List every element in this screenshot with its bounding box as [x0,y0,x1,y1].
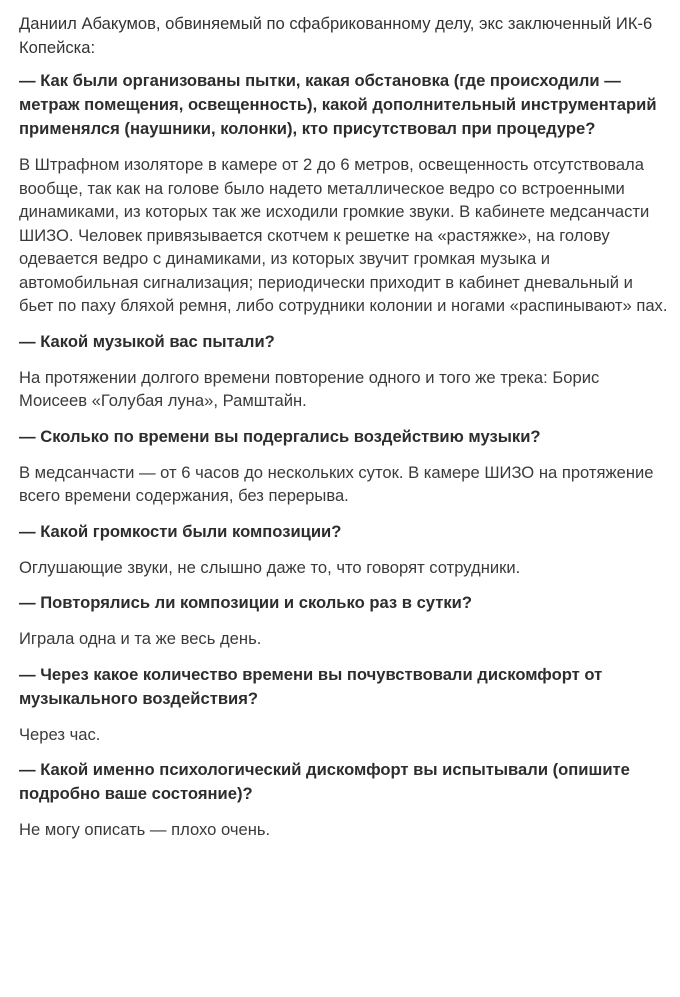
answer-text: Играла одна и та же весь день. [19,629,262,648]
answer-text: На протяжении долгого времени повторение одного и того же трека: Борис Моисеев «Голубая луна», Рамштайн. [19,367,600,410]
answer-text: Через час. [19,724,101,744]
qa-item [19,520,671,580]
question-text: — Сколько по времени вы подергались воздействию музыки? [19,426,541,446]
question-text: — Повторялись ли композиции и сколько раз в сутки? [19,593,472,612]
question-text: — Какой громкости были композиции? [19,521,342,541]
question-text: — Как были организованы пытки, какая обстановка (где происходили — метраж помещения, освещенность), какой дополнительный инструментарий применялся (наушники, колонки), кто присутствовал при процедуре? [19,71,657,138]
qa-item [19,425,671,508]
answer-text: В Штрафном изоляторе в камере от 2 до 6 метров, освещенность отсутствовала вообще, так как на голове было надето металлическое ведро со встроенными динамиками, из которых так же исходили громкие звуки. В кабинете медсанчасти ШИЗО. Человек привязывается скотчем к решетке на «растяжке», на голову одевается ведро с динамиками, из которых звучит громкая музыка и автомобильная сигнализация; периодически приходит в кабинет дневальный и бьет по паху бляхой ремня, либо сотрудники колонии и ногами «распинывают» пах. [19,155,668,315]
intro-paragraph: Даниил Абакумов, обвиняемый по сфабрикованному делу, экс заключенный ИК-6 Копейска: [19,14,653,57]
qa-item [19,69,671,318]
question-text: — Какой именно психологический дискомфорт вы испытывали (опишите подробно ваше состояние)? [19,760,630,803]
question-text: — Какой музыкой вас пытали? [19,331,275,351]
qa-item [19,591,671,651]
question-text: — Через какое количество времени вы почувствовали дискомфорт от музыкального воздействия? [19,664,603,708]
answer-text: Оглушающие звуки, не слышно даже то, что говорят сотрудники. [19,557,521,577]
document-page [19,12,671,854]
answer-text: Не могу описать — плохо очень. [19,820,271,839]
answer-text: В медсанчасти — от 6 часов до нескольких суток. В камере ШИЗО на протяжение всего времени содержания, без перерыва. [19,462,654,505]
qa-item [19,758,671,842]
qa-item [19,663,671,747]
qa-item [19,330,671,413]
